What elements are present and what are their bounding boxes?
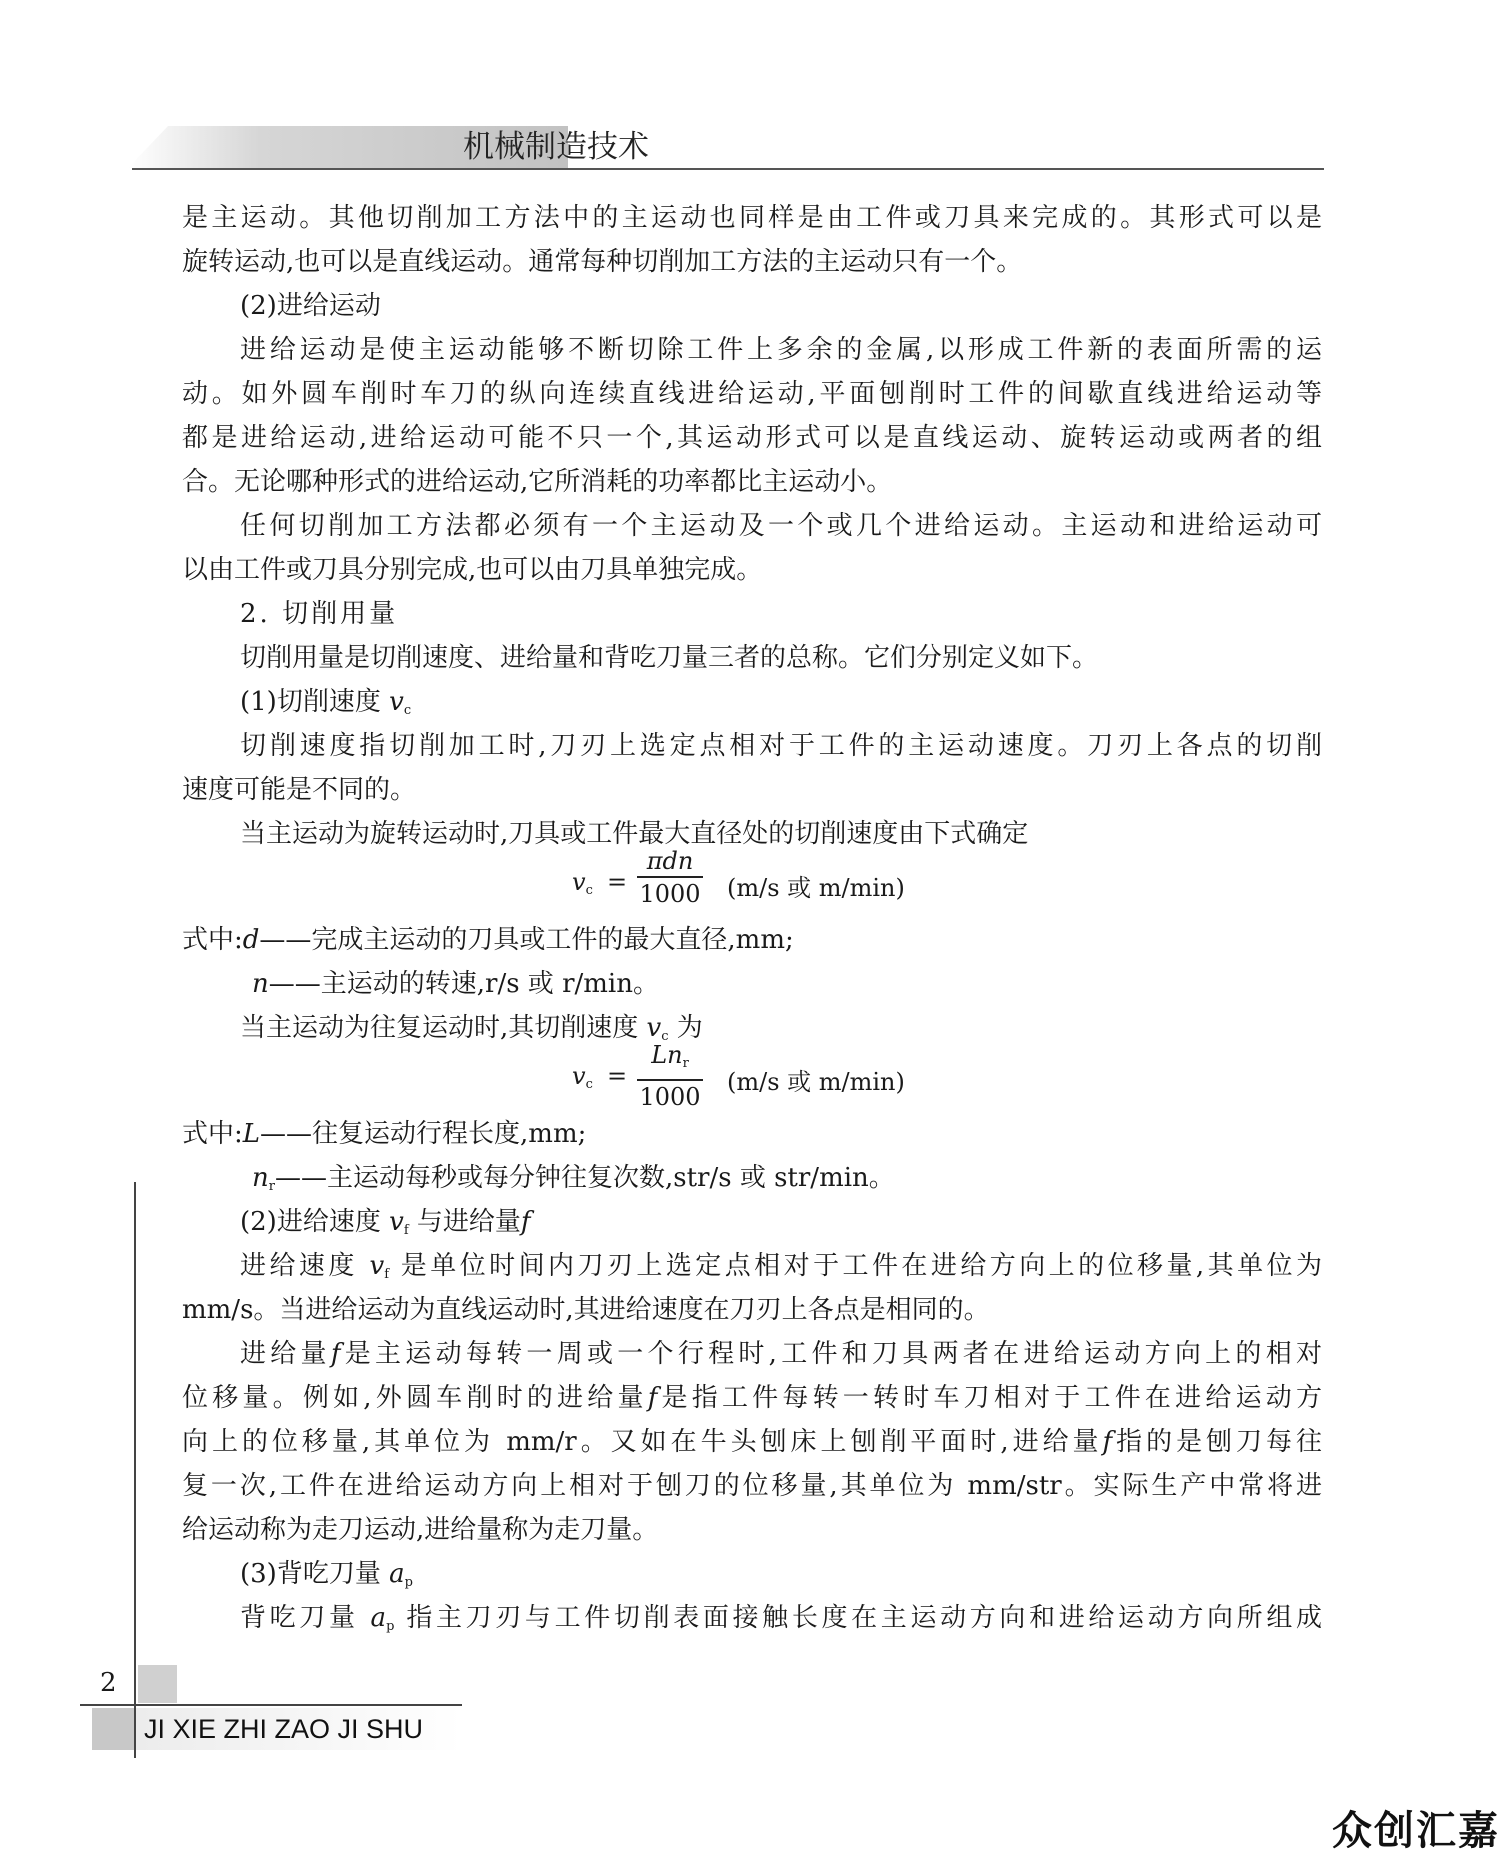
formula-fraction <box>637 1040 703 1113</box>
text-line: 给运动称为走刀运动,进给量称为走刀量。 <box>182 1515 659 1545</box>
formula-numerator: πdn <box>637 846 703 878</box>
footer-rule <box>80 1704 462 1706</box>
watermark: 众创汇嘉 <box>1332 1808 1500 1854</box>
text-line: 式中:d——完成主运动的刀具或工件的最大直径,mm; <box>182 925 794 955</box>
text-line: 复一次,工件在进给运动方向上相对于刨刀的位移量,其单位为 mm/str。实际生产中常将进 <box>182 1471 1322 1501</box>
formula-unit: (m/s 或 m/min) <box>727 874 905 902</box>
section-heading-cutting-parameters: 2. 切削用量 <box>240 599 399 629</box>
text-line: 都是进给运动,进给运动可能不只一个,其运动形式可以是直线运动、旋转运动或两者的组 <box>182 423 1322 453</box>
text-line: 速度可能是不同的。 <box>182 775 417 805</box>
text-line: 当主运动为旋转运动时,刀具或工件最大直径处的切削速度由下式确定 <box>240 819 1029 849</box>
text-line: 背吃刀量 $a_p$ 指主刀刃与工件切削表面接触长度在主运动方向和进给运动方向所组成 <box>240 1603 1322 1634</box>
text-line: 以由工件或刀具分别完成,也可以由刀具单独完成。 <box>182 555 763 585</box>
formula-denominator: 1000 <box>639 1083 701 1111</box>
page-number: 2 <box>100 1668 117 1698</box>
formula-fraction <box>637 846 703 910</box>
text-line: 式中:L——往复运动行程长度,mm; <box>182 1119 587 1149</box>
formula-unit: (m/s 或 m/min) <box>727 1068 905 1096</box>
text-line: 是主运动。其他切削加工方法中的主运动也同样是由工件或刀具来完成的。其形式可以是 <box>182 203 1322 233</box>
formula-reciprocating-speed <box>182 1041 1322 1112</box>
text-line: 旋转运动,也可以是直线运动。通常每种切削加工方法的主运动只有一个。 <box>182 247 1023 277</box>
text-line: 当主运动为往复运动时,其切削速度 $v_c$ 为 <box>240 1013 703 1044</box>
footer-pinyin-title: JI XIE ZHI ZAO JI SHU <box>144 1714 424 1744</box>
subheading-feed-speed: (2)进给速度 $v_f$ 与进给量f <box>240 1207 531 1238</box>
text-line: 进给运动是使主运动能够不断切除工件上多余的金属,以形成工件新的表面所需的运 <box>240 335 1322 365</box>
formula-lhs: $v_c$ <box>572 868 593 898</box>
text-line: 切削用量是切削速度、进给量和背吃刀量三者的总称。它们分别定义如下。 <box>240 643 1099 673</box>
subheading-feed-motion: (2)进给运动 <box>240 291 381 321</box>
formula-numerator: $Ln_r$ <box>637 1040 703 1081</box>
formula-equals: = <box>607 868 628 896</box>
running-header-title: 机械制造技术 <box>463 129 649 165</box>
formula-denominator: 1000 <box>639 880 701 908</box>
text-line: 位移量。例如,外圆车削时的进给量f是指工件每转一转时车刀相对于工件在进给运动方 <box>182 1383 1322 1413</box>
subheading-cutting-speed: (1)切削速度 $v_c$ <box>240 687 412 718</box>
text-line: mm/s。当进给运动为直线运动时,其进给速度在刀刃上各点是相同的。 <box>182 1295 990 1325</box>
formula-equals: = <box>607 1062 628 1090</box>
formula-lhs: $v_c$ <box>572 1062 593 1092</box>
footer-grey-block <box>92 1708 134 1750</box>
page-body <box>182 196 1322 1640</box>
header-rule <box>132 168 1324 170</box>
text-line: 进给速度 $v_f$ 是单位时间内刀刃上选定点相对于工件在进给方向上的位移量,其单位为 <box>240 1251 1322 1282</box>
text-line: 进给量f是主运动每转一周或一个行程时,工件和刀具两者在进给运动方向上的相对 <box>240 1339 1322 1369</box>
formula-rotary-speed <box>182 847 1322 918</box>
footer-grey-square <box>138 1665 177 1703</box>
text-line: $n_r——$主运动每秒或每分钟往复次数,str/s 或 str/min。 <box>252 1163 895 1194</box>
text-line: 合。无论哪种形式的进给运动,它所消耗的功率都比主运动小。 <box>182 467 893 497</box>
subheading-depth-of-cut: (3)背吃刀量 $a_p$ <box>240 1559 413 1590</box>
text-line: n——主运动的转速,r/s 或 r/min。 <box>252 969 659 999</box>
text-line: 向上的位移量,其单位为 mm/r。又如在牛头刨床上刨削平面时,进给量f指的是刨刀每往 <box>182 1427 1322 1457</box>
text-line: 任何切削加工方法都必须有一个主运动及一个或几个进给运动。主运动和进给运动可 <box>240 511 1322 541</box>
text-line: 动。如外圆车削时车刀的纵向连续直线进给运动,平面刨削时工件的间歇直线进给运动等 <box>182 379 1322 409</box>
text-line: 切削速度指切削加工时,刀刃上选定点相对于工件的主运动速度。刀刃上各点的切削 <box>240 731 1322 761</box>
margin-rule <box>134 1182 136 1758</box>
